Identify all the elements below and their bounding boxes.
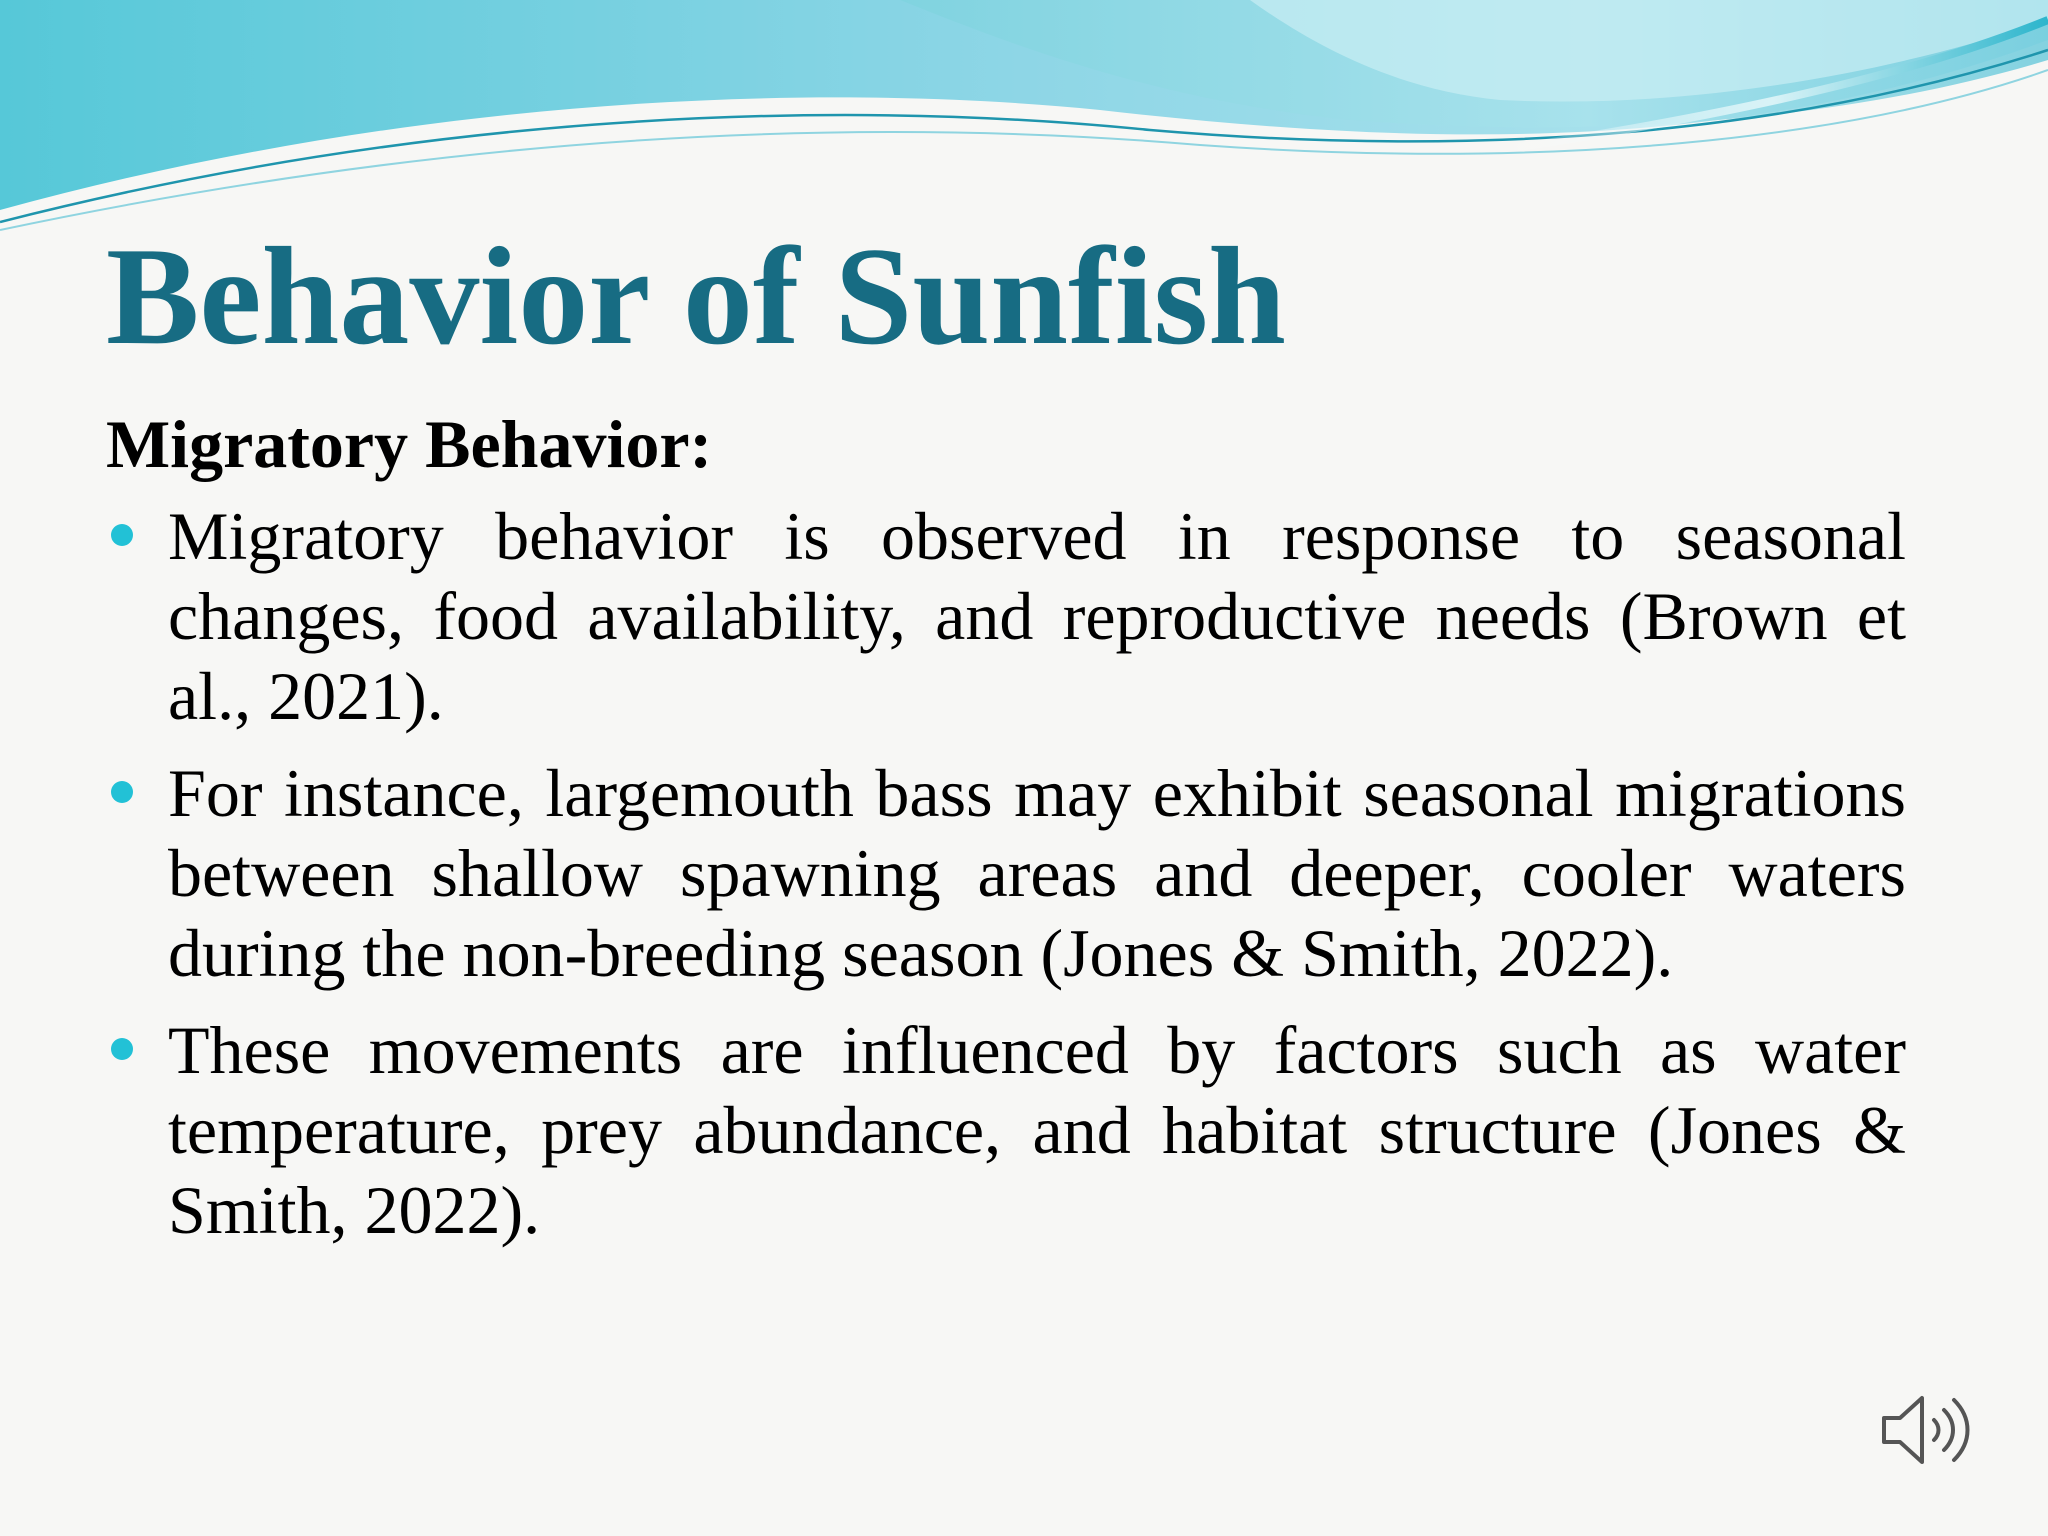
bullet-item <box>106 496 1906 736</box>
bullet-item <box>106 1010 1906 1250</box>
bullet-dot-icon <box>111 781 133 803</box>
bullet-text: For instance, largemouth bass may exhibit seasonal migrations between shallow spawning areas and deeper, cooler waters during the non-breeding season (Jones & Smith, 2022). <box>168 755 1906 991</box>
section-subheading: Migratory Behavior: <box>106 406 713 482</box>
bullet-list <box>106 496 1906 1267</box>
slide-title: Behavior of Sunfish <box>106 219 1286 374</box>
speaker-icon[interactable] <box>1880 1390 1980 1470</box>
header-wave-decoration <box>0 0 2048 240</box>
bullet-item <box>106 753 1906 993</box>
bullet-text: These movements are influenced by factors such as water temperature, prey abundance, and habitat structure (Jones & Smith, 2022). <box>168 1012 1906 1248</box>
bullet-dot-icon <box>111 1038 133 1060</box>
bullet-dot-icon <box>111 524 133 546</box>
bullet-text: Migratory behavior is observed in response to seasonal changes, food availability, and reproductive needs (Brown et al., 2021). <box>168 498 1906 734</box>
